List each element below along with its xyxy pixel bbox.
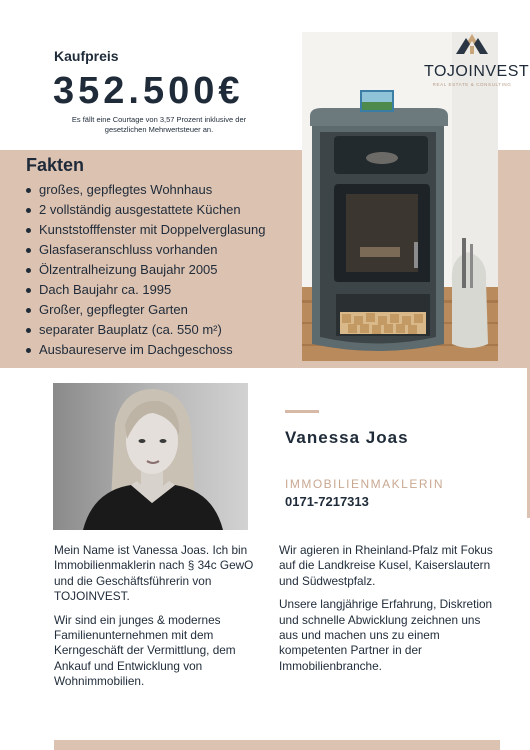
agent-portrait [53, 383, 248, 530]
bio-paragraph: Wir sind ein junges & modernes Familienunternehmen mit dem Kerngeschäft der Vermittlung, dem Ankauf und Entwicklung von Wohnimmobilien. [54, 612, 236, 689]
price-value: 352.500€ [53, 70, 244, 112]
agent-name: Vanessa Joas [285, 428, 409, 447]
bio-right-column [279, 543, 499, 682]
accent-divider [285, 410, 319, 413]
fact-item: Ölzentralheizung Baujahr 2005 [22, 260, 265, 280]
facts-title: Fakten [26, 155, 85, 175]
bio-paragraph: Wir agieren in Rheinland-Pfalz mit Fokus auf die Landkreise Kusel, Kaiserslautern und Südwestpfalz. [279, 543, 493, 588]
fact-item: Ausbaureserve im Dachgeschoss [22, 340, 265, 360]
commission-note: Es fällt eine Courtage von 3,57 Prozent inklusive der gesetzlichen Mehrwertsteuer an. [71, 115, 247, 134]
bio-left-column [54, 543, 266, 698]
fact-item: Großer, gepflegter Garten [22, 300, 265, 320]
company-logo [424, 28, 530, 87]
fact-item: großes, gepflegtes Wohnhaus [22, 180, 265, 200]
fact-item: Dach Baujahr ca. 1995 [22, 280, 265, 300]
logo-tagline: REAL ESTATE & CONSULTING [432, 82, 512, 87]
footer-bar [54, 740, 500, 750]
agent-role: IMMOBILIENMAKLERIN [285, 477, 445, 491]
fact-item: Glasfaseranschluss vorhanden [22, 240, 265, 260]
fact-item: Kunststofffenster mit Doppelverglasung [22, 220, 265, 240]
bio-paragraph: Mein Name ist Vanessa Joas. Ich bin Immobilienmaklerin nach § 34c GewO und die Geschäftsführerin von TOJOINVEST. [54, 543, 254, 604]
price-label: Kaufpreis [54, 48, 119, 64]
fact-item: 2 vollständig ausgestattete Küchen [22, 200, 265, 220]
bio-paragraph: Unsere langjährige Erfahrung, Diskretion und schnelle Abwicklung zeichnen uns aus und machen uns zu einem kompetenten Partner in der Immobilienbranche. [279, 597, 493, 673]
facts-list [22, 180, 265, 360]
logo-wordmark: TOJOINVEST [424, 63, 530, 80]
fact-item: separater Bauplatz (ca. 550 m²) [22, 320, 265, 340]
house-logo-icon [452, 28, 492, 56]
agent-phone: 0171-7217313 [285, 494, 369, 509]
